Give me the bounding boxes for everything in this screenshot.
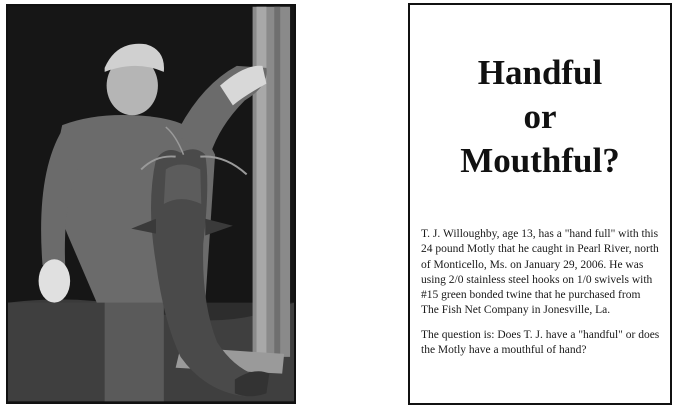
headline-line-1: Handful xyxy=(477,53,603,92)
article-paragraph-2: The question is: Does T. J. have a "handful" or does the Motly have a mouthful of hand? xyxy=(421,328,660,357)
article-paragraph-1: T. J. Willoughby, age 13, has a "hand full" with this 24 pound Motly that he caught in Pearl River, north of Monticello, Ms. on January 29, 2006. He was using 2/0 stainless steel hooks on 1/0 swivels with #15 green bonded twine that he purchased from The Fish Net Company in Jonesville, La. xyxy=(421,228,659,317)
article-headline xyxy=(410,51,670,183)
article-photo xyxy=(6,4,296,404)
headline-line-2: or xyxy=(523,97,557,136)
headline-line-3: Mouthful? xyxy=(460,141,620,180)
article-text-box xyxy=(408,3,672,405)
boy-with-catfish-image xyxy=(8,6,294,402)
article-body xyxy=(421,227,660,367)
